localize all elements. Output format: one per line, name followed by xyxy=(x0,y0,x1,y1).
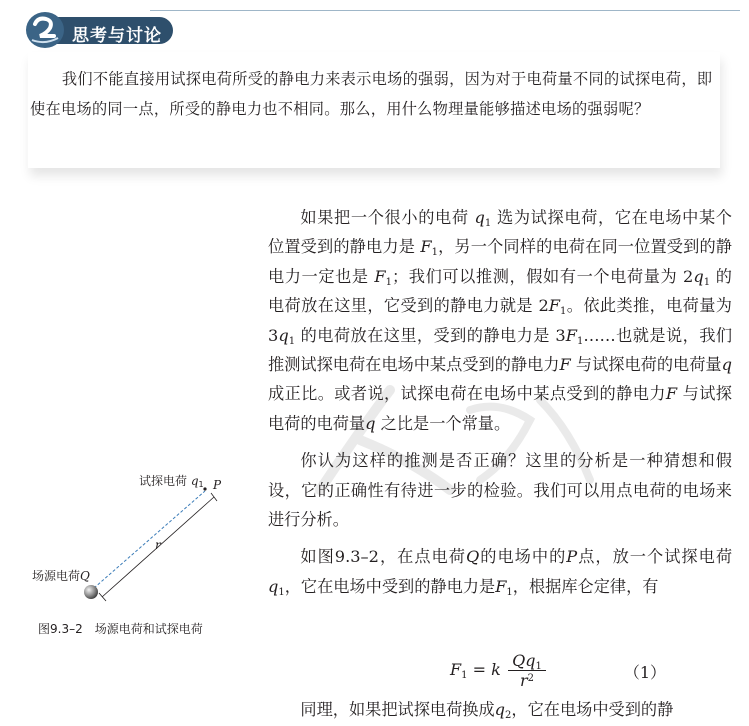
label-point-p: P xyxy=(213,478,222,492)
paragraph-4: 同理，如果把试探电荷换成$q_2$，它在电场中受到的静 xyxy=(300,700,674,721)
paragraph-3: 如图9.3–2，在点电荷Q的电场中的P点，放一个试探电荷$q_1$，它在电场中受到的静电力是$F_1$，根据库仑定律，有 xyxy=(268,547,733,598)
section-badge xyxy=(26,11,176,49)
badge-title: 思考与讨论 xyxy=(72,26,162,46)
paragraph-2: 你认为这样的推测是否正确？这里的分析是一种猜想和假设，它的正确性有待进一步的检验。我们可以用点电荷的电场来进行分析。 xyxy=(268,451,732,530)
coulomb-formula: $F_1 = k$ $Qq_1$ $r^2$ （1） xyxy=(450,651,666,690)
think-text: 我们不能直接用试探电荷所受的静电力来表示电场的强弱，因为对于电荷量不同的试探电荷，即使在电场的同一点，所受的静电力也不相同。那么，用什么物理量能够描述电场的强弱呢？ xyxy=(30,70,713,118)
paragraph-1: 如果把一个很小的电荷 $q_1$ 选为试探电荷，它在电场中某个位置受到的静电力是 $F_1$，另一个同样的电荷在同一位置受到的静电力一定也是 $F_1$；我们可以推测，假如有一个电荷量为 $2q_1$ 的电荷放在这里，它受到的静电力就是 $2F_1$。依此类推，电荷量为 $3q_1$ 的电荷放在这里，受到的静电力是 $3F_1\dots\dots$也就是说，我们推测试探电荷在电场中某点受到的静电力F 与试探电荷的电荷量q 成正比。或者说，试探电荷在电场中某点受到的静电力F 与试探电荷的电荷量q 之比是一个常量。 xyxy=(268,208,733,433)
label-distance-r: r xyxy=(155,538,161,552)
formula-fraction: $Qq_1$ $r^2$ xyxy=(508,652,546,689)
source-charge-ball xyxy=(84,585,98,599)
top-rule xyxy=(150,10,740,11)
figure-caption: 图9.3–2 场源电荷和试探电荷 xyxy=(38,622,203,636)
test-charge-point xyxy=(203,487,206,490)
think-box xyxy=(28,52,720,168)
dimension-tick-right xyxy=(211,493,217,501)
label-test-charge: 试探电荷 $q_1$ xyxy=(139,474,204,489)
discussion-icon xyxy=(26,12,64,48)
distance-line xyxy=(94,491,205,588)
equation-number: （1） xyxy=(623,663,666,682)
label-source-charge: 场源电荷Q xyxy=(32,569,90,583)
main-text xyxy=(268,203,732,609)
